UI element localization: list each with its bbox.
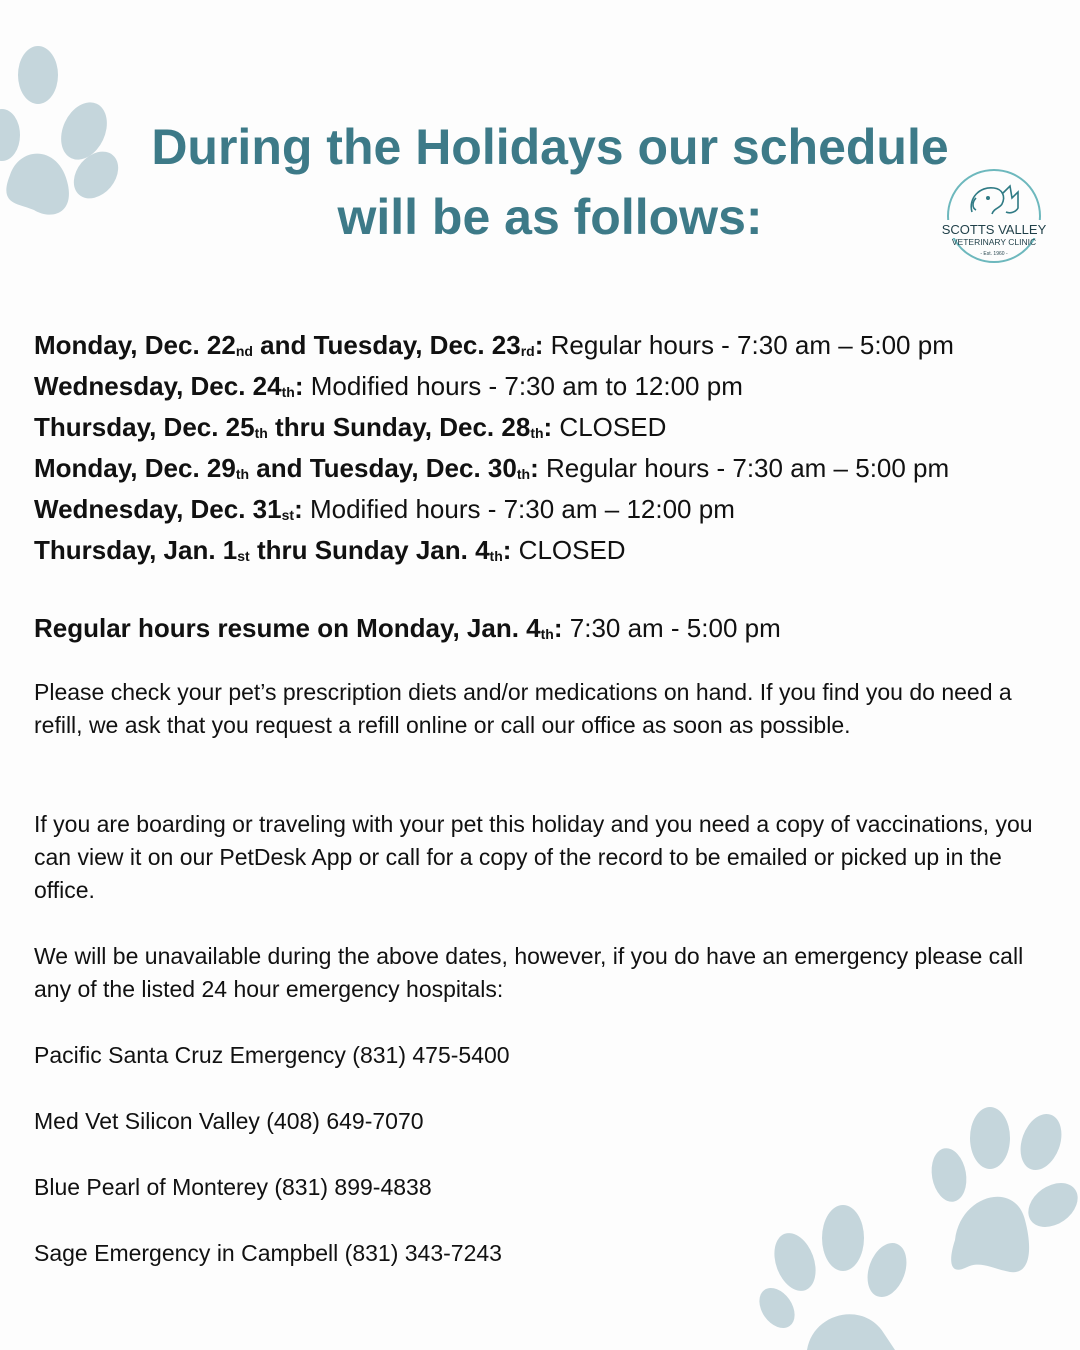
title-line-1: During the Holidays our schedule: [151, 119, 949, 175]
schedule-row: [34, 448, 1054, 489]
schedule-date-label: :: [543, 412, 553, 442]
emergency-paragraph: We will be unavailable during the above dates, however, if you do have an emergency please call any of the listed 24 hour emergency hospitals:: [34, 943, 1024, 1002]
title-line-2: will be as follows:: [337, 189, 763, 245]
schedule-hours: CLOSED: [552, 412, 667, 442]
resume-colon: :: [553, 613, 563, 643]
resume-ordinal: th: [540, 626, 554, 642]
schedule-date-label: and Tuesday, Dec. 30: [249, 453, 517, 483]
schedule-date-label: :: [534, 330, 544, 360]
schedule-date-label: thru Sunday, Dec. 28: [267, 412, 531, 442]
clinic-logo: [936, 168, 1052, 268]
schedule-date-label: and Tuesday, Dec. 23: [252, 330, 521, 360]
schedule-date-label: Wednesday, Dec. 24: [34, 371, 282, 401]
prescription-paragraph: Please check your pet’s prescription diets and/or medications on hand. If you find you do need a refill, we ask that you request a refill online or call our office as soon as possible.: [34, 679, 1012, 738]
schedule-date-label: Thursday, Jan. 1: [34, 535, 238, 565]
schedule-row: [34, 325, 1054, 366]
ordinal-suffix: th: [516, 466, 531, 482]
schedule-date-label: :: [294, 371, 304, 401]
ordinal-suffix: nd: [235, 343, 253, 359]
schedule-hours: CLOSED: [511, 535, 626, 565]
paw-print-icon-bottom-center: [755, 1200, 925, 1350]
resume-label: Regular hours resume on Monday, Jan. 4: [34, 613, 541, 643]
resume-hours: 7:30 am - 5:00 pm: [562, 613, 781, 643]
schedule-hours: Modified hours - 7:30 am – 12:00 pm: [302, 494, 735, 524]
hospital-item: Med Vet Silicon Valley (408) 649-7070: [34, 1108, 424, 1134]
schedule-date-label: Wednesday, Dec. 31: [34, 494, 282, 524]
ordinal-suffix: th: [530, 425, 544, 441]
schedule-date-label: Monday, Dec. 22: [34, 330, 236, 360]
holiday-schedule-list: [34, 325, 1054, 571]
ordinal-suffix: th: [489, 548, 503, 564]
logo-established: - Est. 1960 -: [980, 251, 1008, 257]
schedule-hours: Modified hours - 7:30 am to 12:00 pm: [303, 371, 743, 401]
ordinal-suffix: rd: [520, 343, 535, 359]
hospital-item: Pacific Santa Cruz Emergency (831) 475-5400: [34, 1042, 510, 1068]
schedule-date-label: Monday, Dec. 29: [34, 453, 236, 483]
schedule-date-label: Thursday, Dec. 25: [34, 412, 255, 442]
hospital-item: Blue Pearl of Monterey (831) 899-4838: [34, 1174, 432, 1200]
schedule-row: [34, 366, 1054, 407]
logo-name: SCOTTS VALLEY: [941, 222, 1047, 237]
ordinal-suffix: th: [254, 425, 268, 441]
regular-hours-resume: [34, 608, 781, 648]
boarding-paragraph: If you are boarding or traveling with your pet this holiday and you need a copy of vaccinations, you can view it on our PetDesk App or call for a copy of the record to be emailed or picked up in the office.: [34, 811, 1033, 903]
schedule-hours: Regular hours - 7:30 am – 5:00 pm: [538, 453, 950, 483]
paw-print-icon-bottom-right: [925, 1100, 1080, 1280]
ordinal-suffix: th: [235, 466, 250, 482]
ordinal-suffix: st: [237, 548, 250, 564]
ordinal-suffix: th: [281, 384, 295, 400]
schedule-date-label: :: [294, 494, 303, 524]
schedule-date-label: :: [530, 453, 539, 483]
schedule-date-label: thru Sunday Jan. 4: [249, 535, 490, 565]
schedule-row: [34, 407, 1054, 448]
schedule-date-label: :: [502, 535, 512, 565]
schedule-row: [34, 530, 1054, 571]
page-title: [100, 112, 1000, 252]
schedule-hours: Regular hours - 7:30 am – 5:00 pm: [543, 330, 954, 360]
ordinal-suffix: st: [281, 507, 295, 523]
schedule-row: [34, 489, 1054, 530]
hospital-item: Sage Emergency in Campbell (831) 343-7243: [34, 1240, 502, 1266]
logo-subtitle: VETERINARY CLINIC: [951, 237, 1037, 247]
